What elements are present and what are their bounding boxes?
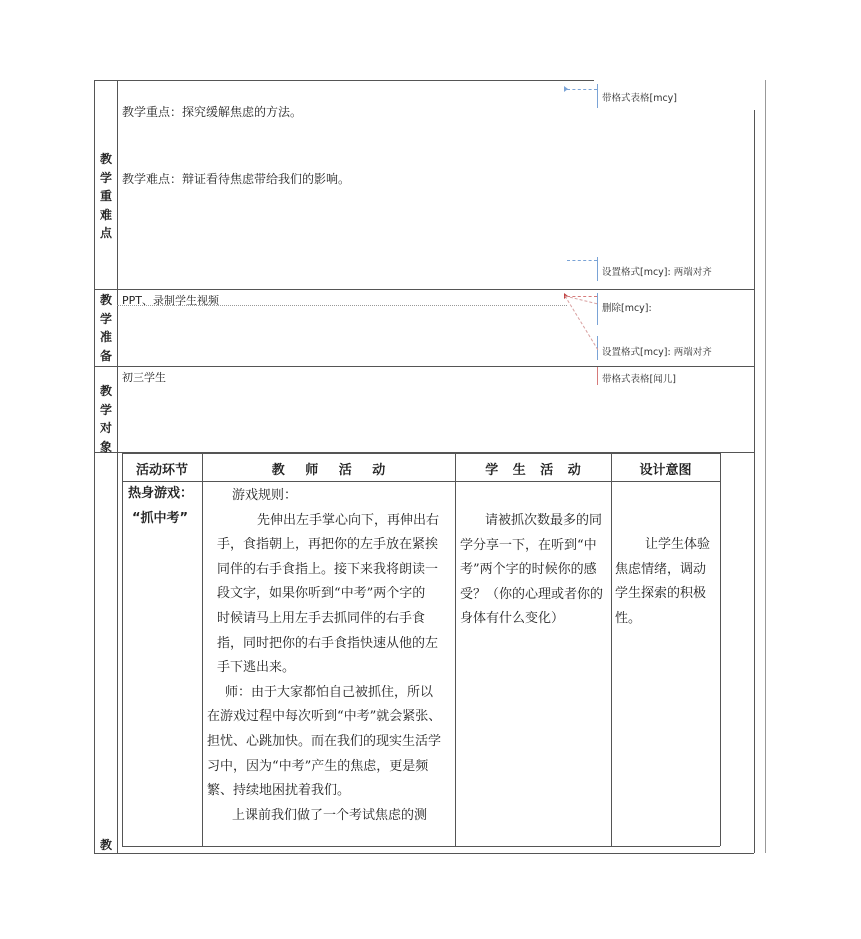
comment-marker [564,86,568,92]
key-point-text: 教学重点：探究缓解焦虑的方法。 [122,105,303,119]
teacher-line: 习中，因为“中考”产生的焦虑，更是频 [207,758,429,774]
teacher-line: 担忧、心跳加快。而在我们的现实生活学 [207,733,442,749]
comment-connector [567,89,597,90]
intent-line: 学生探索的积极 [615,586,707,602]
inner-col-3 [611,453,612,846]
student-line: 请被抓次数最多的同 [485,513,603,528]
student-line: 学分享一下，在听到“中 [460,537,597,553]
inner-table-top [122,453,720,454]
table-top-border [94,80,594,81]
comment-format-justify-2[interactable]: 设置格式[mcy]: 两端对齐 [602,347,712,358]
teacher-line: 同伴的右手食指上。接下来我将朗读一 [217,561,439,577]
inner-header-bottom [122,481,720,482]
table-bottom-border [94,853,754,854]
comment-bar [597,84,598,108]
intent-cell [615,533,710,631]
teacher-line: 师：由于大家都怕自己被抓住，所以 [225,684,434,700]
table-left-border [94,80,95,853]
comment-format-justify-1[interactable]: 设置格式[mcy]: 两端对齐 [602,267,712,278]
inner-table-bottom [122,846,720,847]
intent-line: 焦虑情绪，调动 [615,561,707,577]
row-divider-2 [94,366,754,367]
comment-delete[interactable]: 删除[mcy]: [602,303,652,314]
inner-col-0 [122,453,123,846]
process-label: 教 [99,838,112,852]
comment-connector-lines [560,290,600,370]
header-stage: 活动环节 [135,463,188,478]
comment-format-table-2[interactable]: 带格式表格[闻儿] [602,374,676,385]
stage-cell [128,482,193,531]
comment-format-table-1[interactable]: 带格式表格[mcy] [602,93,678,104]
teacher-line: 指，同时把你的右手食指快速从他的左 [217,635,439,651]
student-line: 身体有什么变化） [460,611,565,627]
teacher-line: 段文字，如果你听到“中考”两个字的 [217,586,426,602]
student-line: 受？（你的心理或者你的 [460,586,604,602]
difficulty-point-text: 教学难点：辩证看待焦虑带给我们的影响。 [122,172,351,186]
teacher-line: 先伸出左手掌心向下，再伸出右 [257,512,440,528]
audience-label: 教 学 对 象 [99,384,112,454]
stage-line: “抓中考” [132,510,189,526]
audience-text: 初三学生 [122,371,166,384]
table-right-border [754,110,755,853]
comment-connector [567,260,597,261]
inner-col-1 [202,453,203,846]
keypoints-label: 教 学 重 难 点 [99,152,112,240]
margin-line [765,80,766,853]
prep-text: PPT、录制学生视频 [122,294,219,307]
teacher-line: 手下逃出来。 [217,660,296,676]
stage-line: 热身游戏： [128,486,194,501]
teacher-line: 在游戏过程中每次听到“中考”就会紧张、 [207,709,442,725]
header-intent: 设计意图 [639,463,692,478]
inner-col-4 [720,453,721,846]
student-line: 考”两个字的时候你的感 [460,562,597,578]
teacher-line: 手，食指朝上，再把你的左手放在紧挨 [217,537,439,553]
intent-line: 性。 [615,610,642,626]
inner-col-2 [455,453,456,846]
teacher-cell [207,484,453,828]
prep-underline [117,305,567,306]
intent-line: 让学生体验 [645,537,711,552]
comment-bar [597,257,598,281]
prep-label: 教 学 准 备 [99,293,112,363]
header-teacher: 教 师 活 动 [271,463,386,478]
student-cell [460,509,603,632]
row-divider-1 [94,289,754,290]
label-column-border [117,80,118,853]
teacher-line: 繁、持续地困扰着我们。 [207,783,351,799]
header-student: 学 生 活 动 [485,463,581,478]
teacher-line: 上课前我们做了一个考试焦虑的测 [232,807,428,823]
teacher-line: 游戏规则： [232,488,298,503]
teacher-line: 时候请马上用左手去抓同伴的右手食 [217,610,426,626]
